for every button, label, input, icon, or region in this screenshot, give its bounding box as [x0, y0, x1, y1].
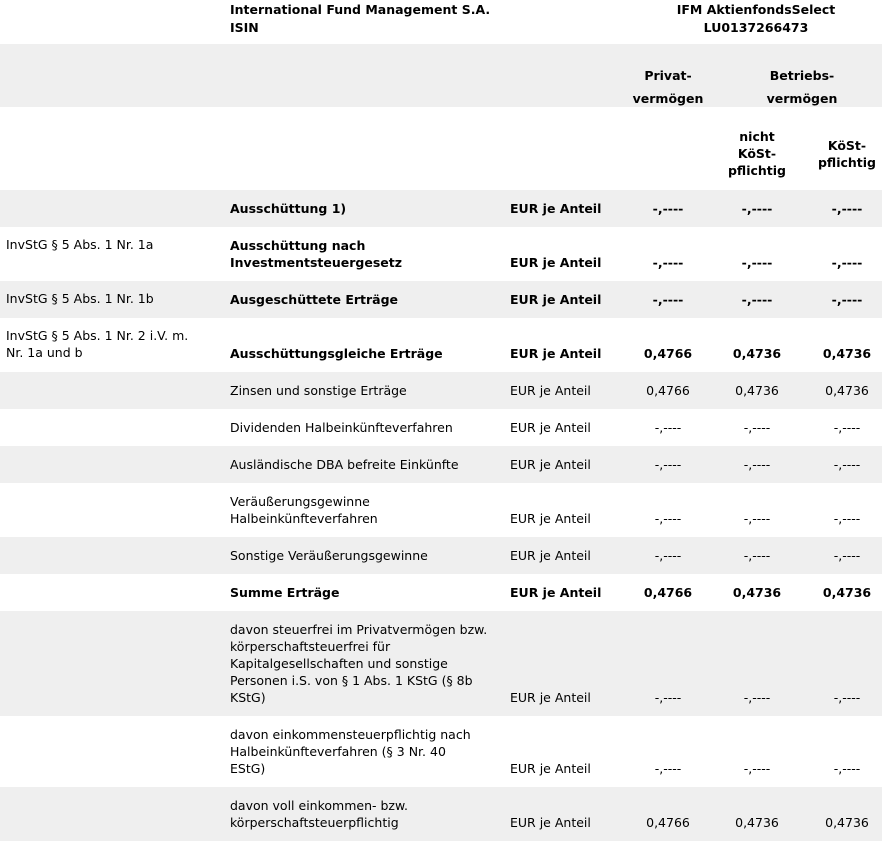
value-koest: -,---- [833, 420, 861, 435]
column-header-asset-type [0, 44, 882, 107]
value-not-koest: -,---- [743, 548, 771, 563]
row-description [230, 493, 505, 527]
value-not-koest: -,---- [743, 457, 771, 472]
row-description-line: EStG) [230, 761, 266, 776]
table-row [0, 787, 882, 841]
unit-label: EUR je Anteil [510, 585, 602, 600]
legal-reference-line: InvStG § 5 Abs. 1 Nr. 1a [6, 237, 154, 252]
value-koest: 0,4736 [825, 815, 869, 830]
value-koest: -,---- [831, 292, 863, 307]
business-assets-header: Betriebs- vermögen [766, 68, 838, 106]
row-description-line: davon einkommensteuerpflichtig nach [230, 727, 471, 742]
issuer-block [230, 1, 490, 37]
row-description [230, 584, 505, 601]
unit-label: EUR je Anteil [510, 457, 591, 472]
value-private: -,---- [654, 457, 682, 472]
table-row [0, 574, 882, 611]
table-row [0, 281, 882, 318]
value-koest: -,---- [833, 761, 861, 776]
row-description-line: Ausschüttungsgleiche Erträge [230, 346, 443, 361]
issuer-name: International Fund Management S.A. [230, 2, 491, 17]
row-description-line: davon steuerfrei im Privatvermögen bzw. [230, 622, 488, 637]
value-private: -,---- [654, 548, 682, 563]
value-koest: -,---- [833, 548, 861, 563]
document-header [0, 0, 882, 42]
value-koest: -,---- [833, 690, 861, 705]
row-description [230, 419, 505, 436]
value-not-koest: -,---- [743, 690, 771, 705]
table-row [0, 537, 882, 574]
row-description-line: Halbeinkünfteverfahren [230, 511, 378, 526]
row-description-line: davon voll einkommen- bzw. [230, 798, 409, 813]
unit-label: EUR je Anteil [510, 383, 591, 398]
isin-value: LU0137266473 [703, 20, 809, 35]
legal-reference-line: InvStG § 5 Abs. 1 Nr. 1b [6, 291, 154, 306]
value-koest: -,---- [831, 201, 863, 216]
unit-label: EUR je Anteil [510, 548, 591, 563]
value-not-koest: -,---- [741, 255, 773, 270]
value-not-koest: -,---- [741, 292, 773, 307]
row-description-line: körperschaftsteuerfrei für [230, 639, 391, 654]
row-description [230, 726, 505, 777]
table-row [0, 227, 882, 281]
unit-label: EUR je Anteil [510, 815, 591, 830]
value-private: -,---- [654, 761, 682, 776]
value-not-koest: 0,4736 [732, 346, 782, 361]
row-description-line: Ausschüttung 1) [230, 201, 347, 216]
legal-reference [6, 236, 221, 253]
row-description [230, 797, 505, 831]
value-koest: -,---- [833, 457, 861, 472]
unit-label: EUR je Anteil [510, 690, 591, 705]
unit-label: EUR je Anteil [510, 761, 591, 776]
legal-reference-line: InvStG § 5 Abs. 1 Nr. 2 i.V. m. [6, 328, 189, 343]
value-private: 0,4766 [646, 383, 690, 398]
row-description [230, 200, 505, 217]
value-not-koest: -,---- [743, 511, 771, 526]
row-description-line: körperschaftsteuerpflichtig [230, 815, 399, 830]
row-description-line: Dividenden Halbeinkünfteverfahren [230, 420, 453, 435]
value-private: -,---- [652, 255, 684, 270]
legal-reference [6, 290, 221, 307]
private-assets-header: Privat- vermögen [632, 68, 704, 106]
row-description [230, 291, 505, 308]
row-description-line: Halbeinkünfteverfahren (§ 3 Nr. 40 [230, 744, 446, 759]
value-private: 0,4766 [646, 815, 690, 830]
row-description [230, 621, 505, 706]
value-private: 0,4766 [643, 585, 693, 600]
unit-label: EUR je Anteil [510, 420, 591, 435]
table-row [0, 409, 882, 446]
value-private: 0,4766 [643, 346, 693, 361]
table-row [0, 446, 882, 483]
value-koest: 0,4736 [822, 346, 872, 361]
value-not-koest: -,---- [743, 420, 771, 435]
table-row [0, 483, 882, 537]
table-row [0, 611, 882, 716]
row-description [230, 456, 505, 473]
table-row [0, 372, 882, 409]
row-description-line: Ausländische DBA befreite Einkünfte [230, 457, 459, 472]
value-not-koest: 0,4736 [732, 585, 782, 600]
value-not-koest: 0,4736 [735, 815, 779, 830]
row-description-line: Ausgeschüttete Erträge [230, 292, 399, 307]
koest-header: KöSt- pflichtig [817, 138, 876, 170]
unit-label: EUR je Anteil [510, 255, 602, 270]
unit-label: EUR je Anteil [510, 346, 602, 361]
value-not-koest: 0,4736 [735, 383, 779, 398]
value-private: -,---- [654, 420, 682, 435]
row-description-line: Ausschüttung nach [230, 238, 366, 253]
table-row [0, 190, 882, 227]
legal-reference [6, 327, 221, 361]
row-description-line: Personen i.S. von § 1 Abs. 1 KStG (§ 8b [230, 673, 473, 688]
unit-label: EUR je Anteil [510, 511, 591, 526]
unit-label: EUR je Anteil [510, 201, 602, 216]
value-koest: -,---- [833, 511, 861, 526]
row-description [230, 345, 505, 362]
row-description-line: Investmentsteuergesetz [230, 255, 402, 270]
value-private: -,---- [652, 292, 684, 307]
value-private: -,---- [652, 201, 684, 216]
unit-label: EUR je Anteil [510, 292, 602, 307]
fund-name: IFM AktienfondsSelect [676, 2, 836, 17]
value-private: -,---- [654, 511, 682, 526]
row-description-line: Zinsen und sonstige Erträge [230, 383, 407, 398]
row-description-line: KStG) [230, 690, 266, 705]
row-description-line: Kapitalgesellschaften und sonstige [230, 656, 448, 671]
table-row [0, 318, 882, 372]
row-description-line: Veräußerungsgewinne [230, 494, 370, 509]
row-description-line: Sonstige Veräußerungsgewinne [230, 548, 428, 563]
isin-label: ISIN [230, 20, 259, 35]
value-koest: 0,4736 [825, 383, 869, 398]
row-description [230, 547, 505, 564]
row-description-line: Summe Erträge [230, 585, 340, 600]
not-koest-header: nicht KöSt- pflichtig [727, 129, 786, 178]
value-private: -,---- [654, 690, 682, 705]
legal-reference-line: Nr. 1a und b [6, 345, 83, 360]
row-description [230, 382, 505, 399]
table-row [0, 716, 882, 787]
value-not-koest: -,---- [743, 761, 771, 776]
value-koest: 0,4736 [822, 585, 872, 600]
value-not-koest: -,---- [741, 201, 773, 216]
value-koest: -,---- [831, 255, 863, 270]
column-header-tax-type [0, 107, 882, 190]
fund-block [650, 1, 862, 37]
row-description [230, 237, 505, 271]
